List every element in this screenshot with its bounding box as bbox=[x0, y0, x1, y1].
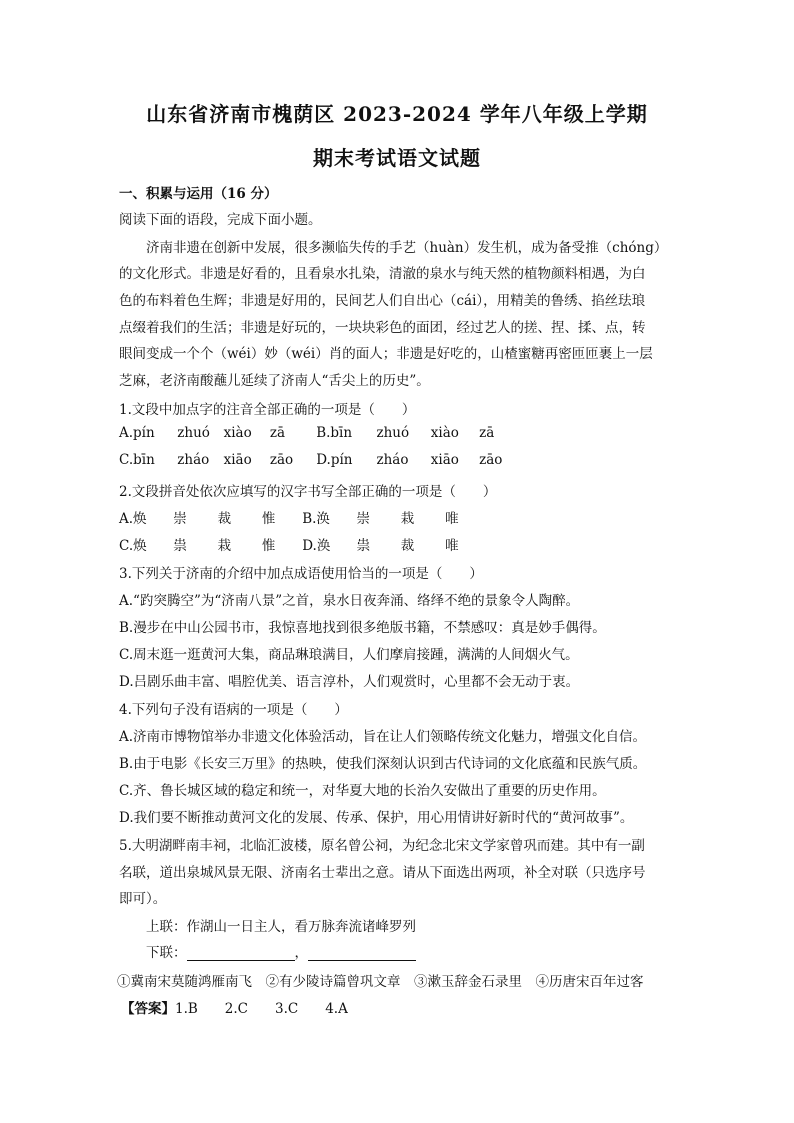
option-part: D.pín bbox=[316, 452, 353, 468]
couplet-comma: ， bbox=[294, 945, 308, 961]
answer-text: 1.B 2.C 3.C 4.A bbox=[175, 1001, 348, 1017]
option-part: B.涣 bbox=[302, 511, 330, 527]
question-5-stem: 名联，道出泉城风景无限、济南名士辈出之意。请从下面选出两项，补全对联（只选序号 bbox=[119, 865, 646, 881]
option-part: 崇 bbox=[173, 511, 187, 527]
option-part: 崇 bbox=[356, 511, 370, 527]
option-part: B.bīn bbox=[316, 425, 353, 441]
option-part: zhuó bbox=[177, 425, 210, 441]
option-part: zháo bbox=[177, 452, 210, 468]
question-2-options-row2 bbox=[119, 534, 679, 554]
option-part: 栽 bbox=[400, 511, 415, 527]
option-part: 祟 bbox=[173, 538, 187, 554]
question-3-option-a: A.“趵突腾空”为“济南八景”之首，泉水日夜奔涌、络绎不绝的景象令人陶醉。 bbox=[119, 593, 580, 609]
passage-line: 济南非遗在创新中发展，很多濒临失传的手艺（huàn）发生机，成为备受推（chóng） bbox=[146, 240, 668, 256]
section-heading: 一、积累与运用（16 分） bbox=[119, 186, 278, 202]
answer-label: 【答案】 bbox=[121, 1001, 175, 1017]
passage-line: 芝麻，老济南酸蘸儿延续了济南人“舌尖上的历史”。 bbox=[119, 373, 430, 389]
option-part: zháo bbox=[376, 452, 409, 468]
question-1-stem: 1.文段中加点字的注音全部正确的一项是（ ） bbox=[119, 402, 416, 418]
option-part: 惟 bbox=[261, 538, 276, 554]
couplet-lower bbox=[146, 941, 706, 961]
passage-line: 的文化形式。非遗是好看的，且看泉水扎染，清澈的泉水与纯天然的植物颜料相遇，为白 bbox=[119, 266, 646, 282]
option-part: C.焕 bbox=[119, 538, 147, 554]
passage-line: 点缀着我们的生活；非遗是好玩的，一块块彩色的面团，经过艺人的搓、捏、揉、点，转 bbox=[119, 320, 646, 336]
couplet-choices: ①冀南宋莫随鸿雁南飞 ②有少陵诗篇曾巩文章 ③漱玉辞金石录里 ④历唐宋百年过客 bbox=[117, 974, 644, 990]
passage-line: 眼间变成一个个（wéi）妙（wéi）肖的面人；非遗是好吃的，山楂蜜糖再密匝匝裹上一层 bbox=[119, 346, 653, 362]
option-part: 祟 bbox=[356, 538, 370, 554]
exam-title-line1: 山东省济南市槐荫区 2023-2024 学年八年级上学期 bbox=[146, 102, 648, 126]
option-part: zā bbox=[479, 425, 495, 441]
couplet-upper: 上联：作湖山一日主人，看万脉奔流诸峰罗列 bbox=[146, 919, 416, 935]
question-2-options-row1 bbox=[119, 507, 679, 527]
option-part: xiāo bbox=[223, 452, 252, 468]
passage-line: 色的布料着色生辉；非遗是好用的，民间艺人们自出心（cái），用精美的鲁绣、掐丝珐琅 bbox=[119, 293, 646, 309]
question-3-stem: 3.下列关于济南的介绍中加点成语使用恰当的一项是（ ） bbox=[119, 566, 483, 582]
option-part: 裁 bbox=[217, 511, 232, 527]
question-4-option-b: B.由于电影《长安三万里》的热映，使我们深刻认识到古代诗词的文化底蕴和民族气质。 bbox=[119, 756, 647, 772]
question-4-option-a: A.济南市博物馆举办非遗文化体验活动，旨在让人们领略传统文化魅力，增强文化自信。 bbox=[119, 729, 647, 745]
option-part: xiāo bbox=[430, 452, 459, 468]
question-5-stem: 即可）。 bbox=[119, 891, 167, 907]
option-part: 唯 bbox=[445, 511, 459, 527]
answer-blank-1[interactable] bbox=[187, 946, 295, 961]
option-part: A.pín bbox=[119, 425, 155, 441]
answer-blank-2[interactable] bbox=[308, 946, 416, 961]
question-1-options-row2 bbox=[119, 452, 679, 468]
answer-line bbox=[121, 997, 681, 1017]
option-part: zā bbox=[269, 425, 286, 441]
option-part: 裁 bbox=[400, 538, 415, 554]
option-part: D.涣 bbox=[302, 538, 331, 554]
question-1-options-row1 bbox=[119, 425, 679, 441]
option-part: zhuó bbox=[376, 425, 410, 441]
option-part: C.bīn bbox=[119, 452, 155, 468]
question-3-option-d: D.吕剧乐曲丰富、唱腔优美、语言淳朴，人们观赏时，心里都不会无动于衷。 bbox=[119, 674, 580, 690]
question-3-option-c: C.周末逛一逛黄河大集，商品琳琅满目，人们摩肩接踵，满满的人间烟火气。 bbox=[119, 647, 579, 663]
option-part: zāo bbox=[269, 452, 294, 468]
option-part: xiào bbox=[430, 425, 459, 441]
exam-title-line2: 期末考试语文试题 bbox=[313, 146, 481, 170]
question-2-stem: 2.文段拼音处依次应填写的汉字书写全部正确的一项是（ ） bbox=[119, 484, 497, 500]
question-5-stem: 5.大明湖畔南丰祠，北临汇波楼，原名曾公祠，为纪念北宋文学家曾巩而建。其中有一副 bbox=[119, 838, 645, 854]
option-part: xiào bbox=[223, 425, 252, 441]
option-part: 惟 bbox=[261, 511, 276, 527]
option-part: A.焕 bbox=[119, 511, 147, 527]
couplet-lower-label: 下联： bbox=[146, 945, 187, 961]
option-part: 栽 bbox=[217, 538, 232, 554]
question-4-stem: 4.下列句子没有语病的一项是（ ） bbox=[119, 702, 348, 718]
option-part: zāo bbox=[479, 452, 503, 468]
question-3-option-b: B.漫步在中山公园书市，我惊喜地找到很多绝版书籍，不禁感叹：真是妙手偶得。 bbox=[119, 620, 606, 636]
option-part: 唯 bbox=[445, 538, 459, 554]
question-4-option-d: D.我们要不断推动黄河文化的发展、传承、保护，用心用情讲好新时代的“黄河故事”。 bbox=[119, 810, 634, 826]
question-4-option-c: C.齐、鲁长城区域的稳定和统一，对华夏大地的长治久安做出了重要的历史作用。 bbox=[119, 783, 606, 799]
instruction: 阅读下面的语段，完成下面小题。 bbox=[119, 212, 322, 228]
